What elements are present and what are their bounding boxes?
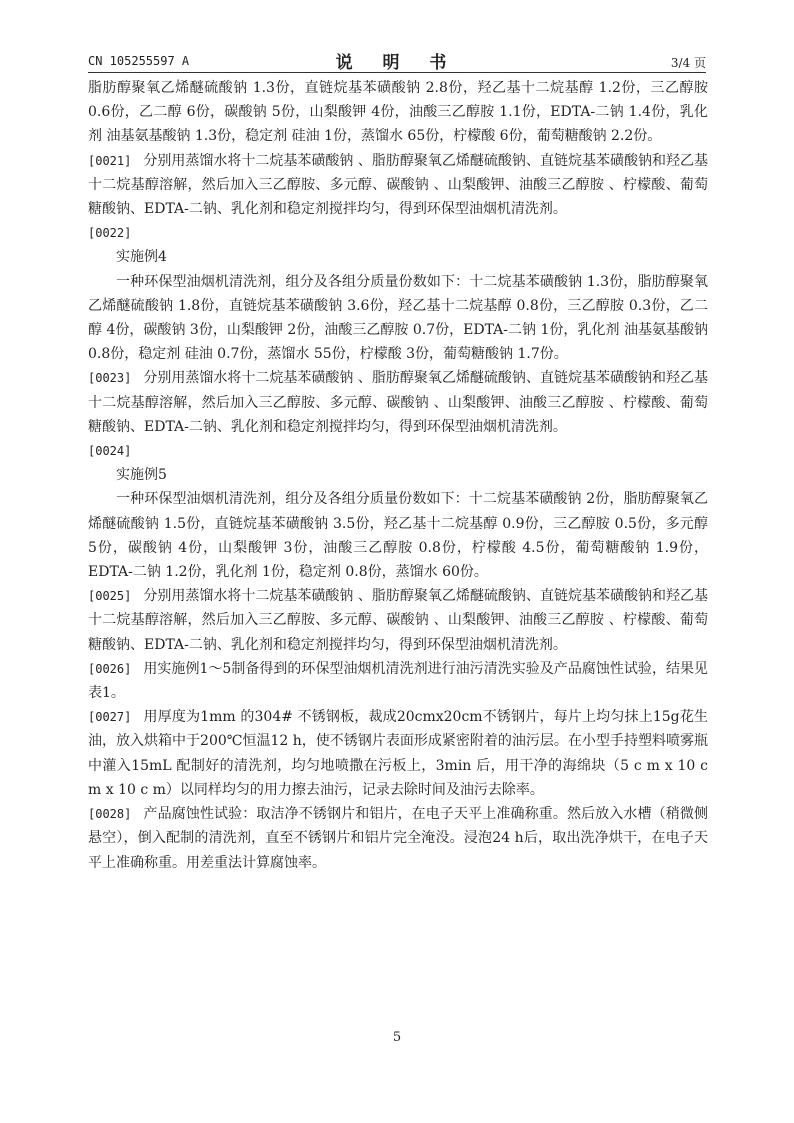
paragraph: [88, 439, 708, 463]
paragraph-text: 分别用蒸馏水将十二烷基苯磺酸钠 、脂肪醇聚氧乙烯醚硫酸钠、直链烷基苯磺酸钠和羟乙基十二烷基醇溶解，然后加入三乙醇胺、多元醇、碳酸钠 、山梨酸钾、油酸三乙醇胺 、柠檬酸、葡萄糖酸钠、EDTA-二钠、乳化剂和稳定剂搅拌均匀，得到环保型油烟机清洗剂。: [88, 588, 708, 653]
paragraph: [88, 463, 708, 487]
paragraph-number: [0027]: [88, 710, 132, 725]
paragraph: [88, 245, 708, 269]
paragraph-number: [0026]: [88, 661, 132, 676]
document-title: 说 明 书: [335, 53, 459, 73]
paragraph: [88, 366, 708, 439]
paragraph-text: 用厚度为1mm 的304# 不锈钢板，裁成20cmx20cm不锈钢片，每片上均匀抹上15g花生油，放入烘箱中于200℃恒温12 h，使不锈钢片表面形成紧密附着的油污层。在小型手持塑料喷雾瓶中灌入15mL 配制好的清洗剂，均匀地喷撒在污板上，3min 后，用干净的海绵块（5 c m x 10 c m x 10 c m）以同样均匀的用力擦去油污，记录去除时间及油污去除率。: [88, 709, 708, 798]
paragraph-text: 分别用蒸馏水将十二烷基苯磺酸钠 、脂肪醇聚氧乙烯醚硫酸钠、直链烷基苯磺酸钠和羟乙基十二烷基醇溶解，然后加入三乙醇胺、多元醇、碳酸钠 、山梨酸钾、油酸三乙醇胺 、柠檬酸、葡萄糖酸钠、EDTA-二钠、乳化剂和稳定剂搅拌均匀，得到环保型油烟机清洗剂。: [88, 152, 708, 218]
patent-number: CN 105255597 A: [88, 54, 190, 68]
header-rule: [88, 72, 706, 73]
paragraph-text: 实施例5: [116, 467, 167, 484]
paragraph: [88, 221, 708, 245]
paragraph-text: 一种环保型油烟机清洗剂，组分及各组分质量份数如下：十二烷基苯磺酸钠 2份，脂肪醇聚氧乙烯醚硫酸钠 1.5份，直链烷基苯磺酸钠 3.5份，羟乙基十二烷基醇 0.9份，三乙醇胺 0.5份，多元醇 5份，碳酸钠 4份，山梨酸钾 3份，油酸三乙醇胺 0.8份，柠檬酸 4.5份，葡萄糖酸钠 1.9份，EDTA-二钠 1.2份，乳化剂 1份，稳定剂 0.8份，蒸馏水 60份。: [88, 491, 708, 581]
paragraph: [88, 584, 708, 657]
paragraph-text: 一种环保型油烟机清洗剂，组分及各组分质量份数如下：十二烷基苯磺酸钠 1.3份，脂肪醇聚氧乙烯醚硫酸钠 1.8份，直链烷基苯磺酸钠 3.6份，羟乙基十二烷基醇 0.8份，三乙醇胺 0.3份，乙二醇 4份，碳酸钠 3份，山梨酸钾 2份，油酸三乙醇胺 0.7份，EDTA-二钠 1份，乳化剂 油基氨基酸钠 0.8份，稳定剂 硅油 0.7份，蒸馏水 55份，柠檬酸 3份，葡萄糖酸钠 1.7份。: [88, 273, 708, 363]
paragraph: [88, 657, 708, 705]
paragraph-number: [0028]: [88, 807, 132, 822]
paragraph: [88, 270, 708, 367]
paragraph-number: [0022]: [88, 226, 132, 241]
paragraph: [88, 487, 708, 584]
paragraph-number: [0025]: [88, 589, 132, 604]
document-body: [88, 76, 708, 875]
page-header: [88, 48, 706, 72]
paragraph-text: 用实施例1～5制备得到的环保型油烟机清洗剂进行油污清洗实验及产品腐蚀性试验，结果见表1。: [88, 660, 708, 702]
paragraph-text: 实施例4: [116, 249, 167, 266]
paragraph: [88, 802, 708, 875]
paragraph-text: 脂肪醇聚氧乙烯醚硫酸钠 1.3份，直链烷基苯磺酸钠 2.8份，羟乙基十二烷基醇 1.2份，三乙醇胺 0.6份，乙二醇 6份，碳酸钠 5份，山梨酸钾 4份，油酸三乙醇胺 1.1份，EDTA-二钠 1.4份，乳化剂 油基氨基酸钠 1.3份，稳定剂 硅油 1份，蒸馏水 65份，柠檬酸 6份，葡萄糖酸钠 2.2份。: [88, 80, 708, 145]
page-count: 3/4 页: [670, 56, 706, 70]
paragraph-number: [0024]: [88, 444, 132, 459]
paragraph-text: 产品腐蚀性试验：取洁净不锈钢片和铝片，在电子天平上准确称重。然后放入水槽（稍微侧悬空），倒入配制的清洗剂，直至不锈钢片和铝片完全淹没。浸泡24 h后，取出洗净烘干，在电子天平上准确称重。用差重法计算腐蚀率。: [88, 806, 708, 871]
paragraph: [88, 705, 708, 802]
paragraph-text: 分别用蒸馏水将十二烷基苯磺酸钠 、脂肪醇聚氧乙烯醚硫酸钠、直链烷基苯磺酸钠和羟乙基十二烷基醇溶解，然后加入三乙醇胺、多元醇、碳酸钠 、山梨酸钾、油酸三乙醇胺 、柠檬酸、葡萄糖酸钠、EDTA-二钠、乳化剂和稳定剂搅拌均匀，得到环保型油烟机清洗剂。: [88, 370, 708, 435]
paragraph-number: [0023]: [88, 371, 132, 386]
paragraph-number: [0021]: [88, 153, 132, 168]
page-number: 5: [392, 1030, 402, 1045]
paragraph: [88, 76, 708, 149]
paragraph: [88, 149, 708, 222]
